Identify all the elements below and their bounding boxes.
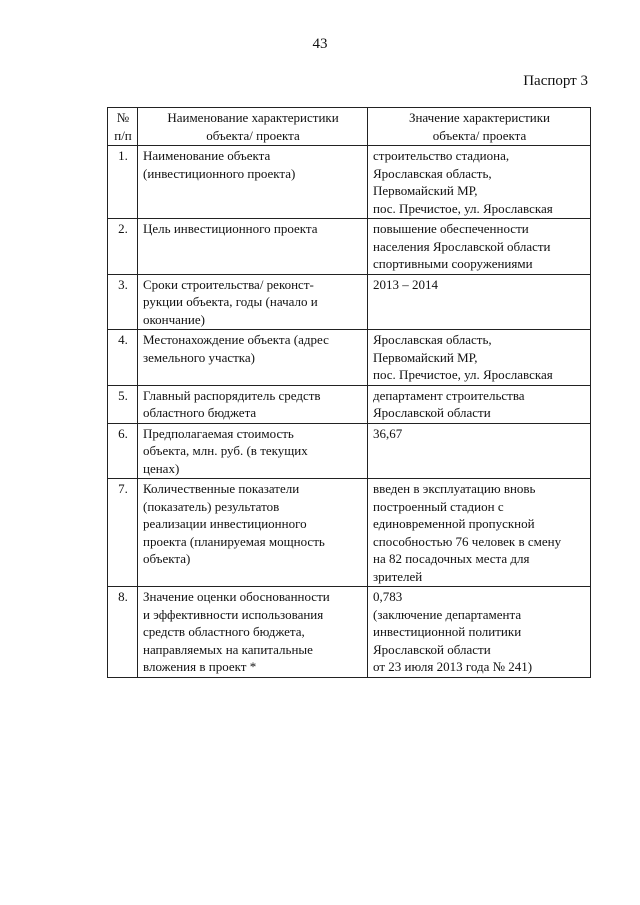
characteristic-name-cell: [138, 330, 368, 386]
characteristic-value-line: на 82 посадочных места для: [373, 551, 530, 566]
characteristic-name-line: окончание): [143, 311, 205, 327]
characteristic-value-line: пос. Пречистое, ул. Ярославская: [373, 200, 553, 216]
characteristic-name-cell: [138, 219, 368, 275]
characteristic-value-line: (заключение департамента: [373, 606, 522, 622]
characteristic-name-cell: [138, 146, 368, 219]
characteristic-value-line: 0,783: [373, 589, 403, 604]
characteristic-name-line: земельного участка): [143, 349, 256, 365]
characteristic-value-line: Ярославская область,: [373, 332, 492, 347]
characteristic-name-line: средств областного бюджета,: [143, 624, 305, 639]
characteristic-value-line: спортивными сооружениями: [373, 256, 533, 271]
characteristic-name-line: ценах): [143, 460, 180, 476]
characteristic-value-cell: [368, 274, 591, 330]
characteristic-name-line: (показатель) результатов: [143, 498, 280, 514]
characteristic-value-line: инвестиционной политики: [373, 624, 522, 639]
row-number: 1.: [108, 146, 138, 219]
characteristic-name-line: вложения в проект *: [143, 659, 257, 674]
characteristic-name-line: областного бюджета: [143, 405, 257, 420]
row-number: 6.: [108, 423, 138, 479]
characteristic-name-cell: [138, 479, 368, 587]
row-number: 3.: [108, 274, 138, 330]
characteristic-name-line: Количественные показатели: [143, 481, 300, 496]
header-characteristic-value: Значение характеристики объекта/ проекта: [368, 108, 591, 146]
characteristic-value-line: строительство стадиона,: [373, 148, 510, 163]
characteristic-value-line: повышение обеспеченности: [373, 221, 529, 236]
characteristic-value-line: 2013 – 2014: [373, 276, 438, 292]
header-number: № п/п: [108, 108, 138, 146]
characteristic-value-cell: [368, 330, 591, 386]
header-characteristic-name: Наименование характеристики объекта/ проекта: [138, 108, 368, 146]
table-row: [108, 146, 591, 219]
characteristic-value-line: единовременной пропускной: [373, 516, 535, 531]
characteristic-name-line: Главный распорядитель средств: [143, 387, 321, 403]
characteristic-value-cell: [368, 423, 591, 479]
characteristic-name-line: и эффективности использования: [143, 606, 324, 622]
characteristic-value-line: пос. Пречистое, ул. Ярославская: [373, 367, 553, 382]
characteristic-value-line: департамент строительства: [373, 387, 525, 403]
table-row: [108, 274, 591, 330]
row-number: 2.: [108, 219, 138, 275]
row-number: 8.: [108, 587, 138, 678]
row-number: 4.: [108, 330, 138, 386]
characteristic-name-line: Сроки строительства/ реконст-: [143, 276, 314, 292]
characteristic-value-line: 36,67: [373, 425, 403, 441]
characteristic-value-cell: [368, 479, 591, 587]
characteristic-value-line: Первомайский МР,: [373, 349, 478, 365]
table-row: [108, 479, 591, 587]
characteristic-name-line: рукции объекта, годы (начало и: [143, 294, 318, 309]
characteristic-value-line: от 23 июля 2013 года № 241): [373, 659, 533, 674]
table-row: [108, 587, 591, 678]
characteristic-name-line: проекта (планируемая мощность: [143, 533, 325, 549]
characteristic-value-line: Ярославской области: [373, 641, 491, 657]
characteristic-name-cell: [138, 385, 368, 423]
characteristic-name-line: направляемых на капитальные: [143, 641, 313, 657]
characteristic-name-cell: [138, 587, 368, 678]
characteristic-value-line: введен в эксплуатацию вновь: [373, 481, 536, 496]
characteristic-value-line: Ярославской области: [373, 405, 491, 420]
table-row: [108, 385, 591, 423]
characteristic-name-line: Предполагаемая стоимость: [143, 425, 294, 441]
characteristic-name-line: реализации инвестиционного: [143, 516, 307, 531]
characteristic-value-line: Ярославская область,: [373, 165, 492, 181]
table-row: [108, 330, 591, 386]
characteristic-value-line: построенный стадион с: [373, 498, 504, 514]
table-body: [108, 146, 591, 678]
row-number: 7.: [108, 479, 138, 587]
characteristic-name-cell: [138, 274, 368, 330]
characteristic-value-line: Первомайский МР,: [373, 183, 478, 198]
characteristic-value-cell: [368, 146, 591, 219]
row-number: 5.: [108, 385, 138, 423]
characteristic-name-cell: [138, 423, 368, 479]
characteristic-value-line: способностью 76 человек в смену: [373, 533, 562, 549]
characteristic-value-cell: [368, 587, 591, 678]
characteristic-value-cell: [368, 219, 591, 275]
characteristic-name-line: Местонахождение объекта (адрес: [143, 332, 329, 347]
page-number: 43: [312, 36, 328, 52]
passport-label: Паспорт 3: [523, 73, 588, 89]
table-row: [108, 219, 591, 275]
passport-table: [107, 107, 591, 678]
characteristic-name-line: объекта, млн. руб. (в текущих: [143, 443, 308, 458]
characteristic-name-line: Цель инвестиционного проекта: [143, 221, 318, 236]
characteristic-value-line: зрителей: [373, 568, 423, 584]
characteristic-value-line: населения Ярославской области: [373, 238, 551, 254]
characteristic-name-line: объекта): [143, 551, 191, 566]
table-row: [108, 423, 591, 479]
table-header-row: [108, 108, 591, 146]
characteristic-name-line: Значение оценки обоснованности: [143, 589, 330, 604]
characteristic-name-line: Наименование объекта: [143, 148, 271, 163]
characteristic-value-cell: [368, 385, 591, 423]
characteristic-name-line: (инвестиционного проекта): [143, 165, 296, 181]
